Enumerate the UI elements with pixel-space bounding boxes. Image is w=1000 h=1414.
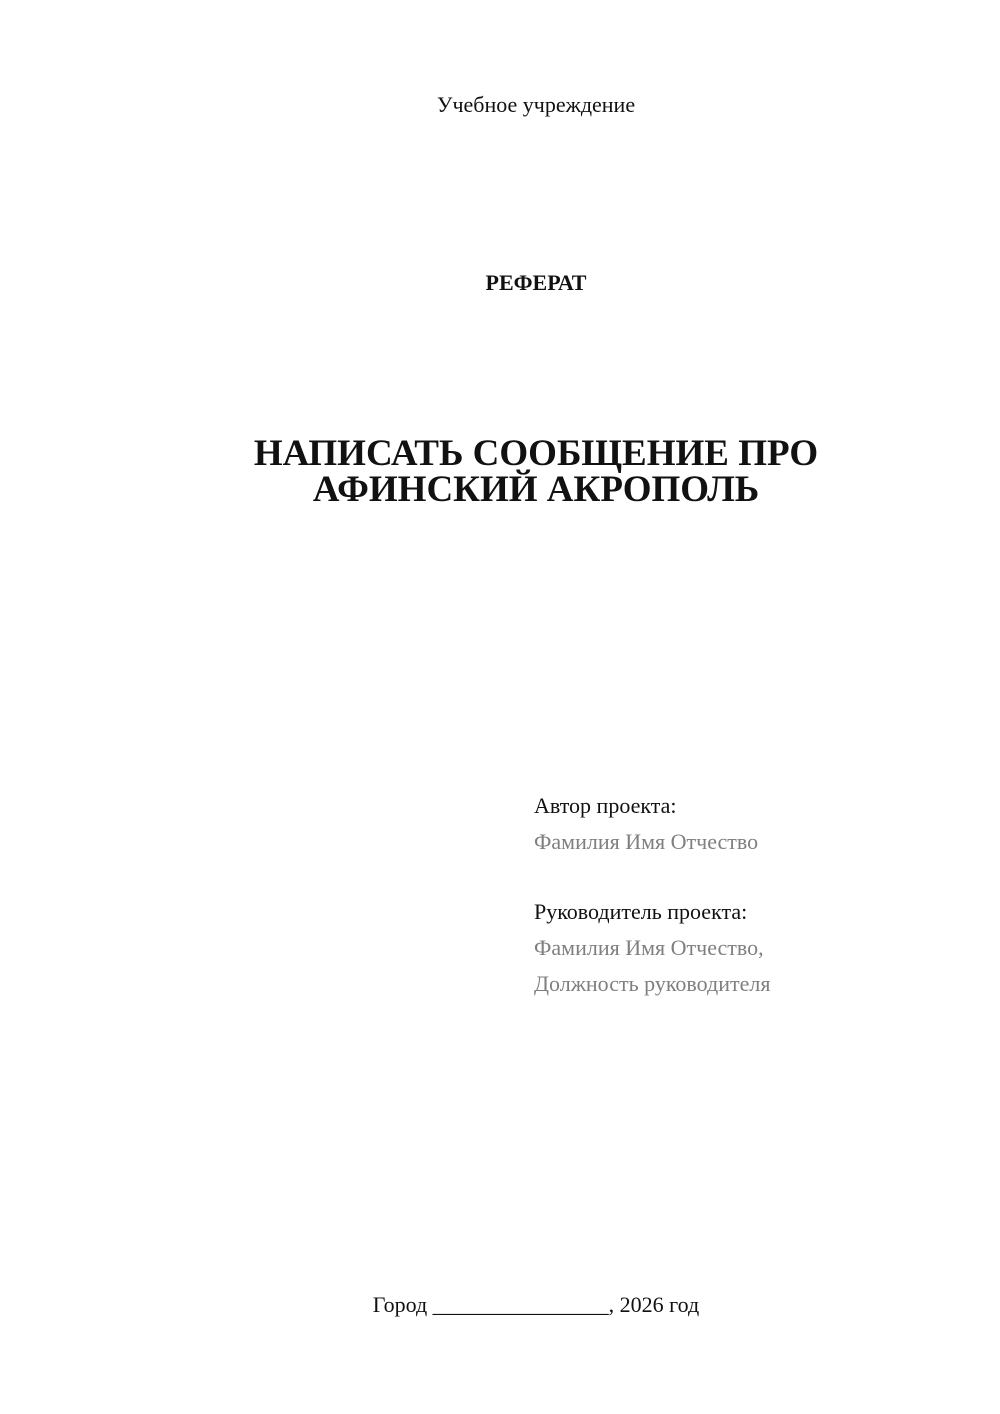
authors-spacer (534, 860, 974, 894)
document-type: РЕФЕРАТ (485, 270, 587, 295)
city-year-line: Город ________________, 2026 год (372, 1292, 700, 1317)
document-title (0, 433, 1000, 510)
institution-name: Учебное учреждение (436, 92, 636, 117)
author-name: Фамилия Имя Отчество (534, 829, 759, 854)
authors-block (534, 788, 974, 1002)
title-line-2: АФИНСКИЙ АКРОПОЛЬ (312, 469, 760, 510)
supervisor-name: Фамилия Имя Отчество, (534, 935, 764, 960)
supervisor-label: Руководитель проекта: (534, 899, 748, 924)
title-line-1: НАПИСАТЬ СООБЩЕНИЕ ПРО (253, 433, 819, 474)
author-label: Автор проекта: (534, 793, 677, 818)
supervisor-position: Должность руководителя (534, 971, 771, 996)
